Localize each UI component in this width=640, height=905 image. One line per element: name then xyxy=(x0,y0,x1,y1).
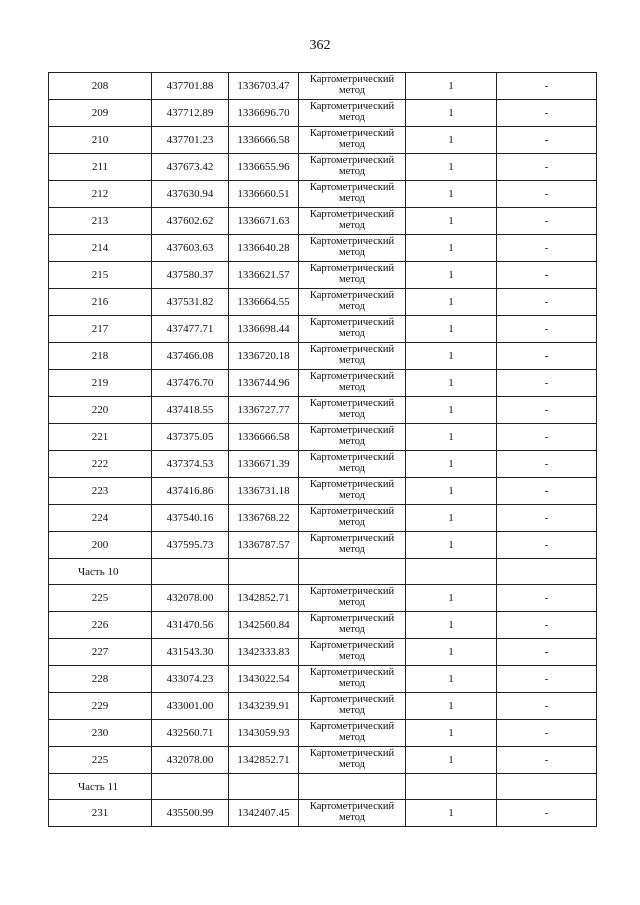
y-coordinate-cell: 1342407.45 xyxy=(229,800,299,827)
x-coordinate-cell: 433001.00 xyxy=(152,693,229,720)
table-row xyxy=(49,639,597,666)
method-text: метод xyxy=(338,759,366,770)
accuracy-cell: 1 xyxy=(406,693,497,720)
point-number-cell: 225 xyxy=(49,747,152,774)
accuracy-cell: 1 xyxy=(406,800,497,827)
x-coordinate-cell: 433074.23 xyxy=(152,666,229,693)
point-number-cell: 214 xyxy=(49,235,152,262)
x-coordinate-cell: 432560.71 xyxy=(152,720,229,747)
method-text: Картометрический xyxy=(309,344,395,355)
accuracy-cell: 1 xyxy=(406,612,497,639)
y-coordinate-cell: 1342852.71 xyxy=(229,747,299,774)
y-coordinate-cell: 1343239.91 xyxy=(229,693,299,720)
method-text: метод xyxy=(338,705,366,716)
accuracy-cell: 1 xyxy=(406,397,497,424)
method-text: Картометрический xyxy=(309,721,395,732)
x-coordinate-cell: 437630.94 xyxy=(152,181,229,208)
table-row xyxy=(49,612,597,639)
table-row xyxy=(49,208,597,235)
method-text: Картометрический xyxy=(309,290,395,301)
table-row xyxy=(49,154,597,181)
table-row xyxy=(49,585,597,612)
x-coordinate-cell: 431543.30 xyxy=(152,639,229,666)
table-row xyxy=(49,478,597,505)
method-text: метод xyxy=(338,247,366,258)
accuracy-cell: 1 xyxy=(406,127,497,154)
table-row xyxy=(49,424,597,451)
error-cell: - xyxy=(497,532,597,559)
method-text: метод xyxy=(338,678,366,689)
point-number-cell: 208 xyxy=(49,73,152,100)
accuracy-cell: 1 xyxy=(406,532,497,559)
empty-cell xyxy=(406,774,497,800)
method-cell xyxy=(299,343,406,370)
empty-cell xyxy=(229,559,299,585)
method-text: Картометрический xyxy=(309,667,395,678)
method-text: метод xyxy=(338,624,366,635)
y-coordinate-cell: 1342333.83 xyxy=(229,639,299,666)
error-cell: - xyxy=(497,262,597,289)
method-cell xyxy=(299,289,406,316)
error-cell: - xyxy=(497,747,597,774)
table-row xyxy=(49,693,597,720)
accuracy-cell: 1 xyxy=(406,478,497,505)
accuracy-cell: 1 xyxy=(406,343,497,370)
method-text: метод xyxy=(338,274,366,285)
accuracy-cell: 1 xyxy=(406,370,497,397)
accuracy-cell: 1 xyxy=(406,316,497,343)
error-cell: - xyxy=(497,424,597,451)
x-coordinate-cell: 437701.23 xyxy=(152,127,229,154)
method-text: Картометрический xyxy=(309,586,395,597)
point-number-cell: 229 xyxy=(49,693,152,720)
table-row xyxy=(49,800,597,827)
method-cell xyxy=(299,181,406,208)
table-row xyxy=(49,100,597,127)
accuracy-cell: 1 xyxy=(406,666,497,693)
y-coordinate-cell: 1343022.54 xyxy=(229,666,299,693)
error-cell: - xyxy=(497,800,597,827)
method-text: Картометрический xyxy=(309,533,395,544)
method-cell xyxy=(299,747,406,774)
method-text: Картометрический xyxy=(309,748,395,759)
method-text: метод xyxy=(338,436,366,447)
method-text: метод xyxy=(338,328,366,339)
method-text: Картометрический xyxy=(309,182,395,193)
x-coordinate-cell: 437603.63 xyxy=(152,235,229,262)
x-coordinate-cell: 437466.08 xyxy=(152,343,229,370)
method-text: Картометрический xyxy=(309,801,395,812)
y-coordinate-cell: 1336720.18 xyxy=(229,343,299,370)
accuracy-cell: 1 xyxy=(406,100,497,127)
x-coordinate-cell: 437712.89 xyxy=(152,100,229,127)
accuracy-cell: 1 xyxy=(406,720,497,747)
x-coordinate-cell: 437476.70 xyxy=(152,370,229,397)
accuracy-cell: 1 xyxy=(406,424,497,451)
x-coordinate-cell: 437531.82 xyxy=(152,289,229,316)
method-cell xyxy=(299,370,406,397)
accuracy-cell: 1 xyxy=(406,639,497,666)
method-cell xyxy=(299,585,406,612)
error-cell: - xyxy=(497,343,597,370)
error-cell: - xyxy=(497,370,597,397)
point-number-cell: 216 xyxy=(49,289,152,316)
table-row xyxy=(49,370,597,397)
method-text: метод xyxy=(338,544,366,555)
error-cell: - xyxy=(497,100,597,127)
empty-cell xyxy=(229,774,299,800)
error-cell: - xyxy=(497,235,597,262)
error-cell: - xyxy=(497,181,597,208)
y-coordinate-cell: 1336768.22 xyxy=(229,505,299,532)
accuracy-cell: 1 xyxy=(406,181,497,208)
table-row xyxy=(49,262,597,289)
table-row xyxy=(49,666,597,693)
error-cell: - xyxy=(497,154,597,181)
error-cell: - xyxy=(497,612,597,639)
method-cell xyxy=(299,424,406,451)
method-text: Картометрический xyxy=(309,74,395,85)
point-number-cell: 222 xyxy=(49,451,152,478)
table-row xyxy=(49,397,597,424)
coordinates-table-body xyxy=(49,73,597,827)
point-number-cell: 210 xyxy=(49,127,152,154)
table-row xyxy=(49,343,597,370)
empty-cell xyxy=(152,774,229,800)
method-cell xyxy=(299,720,406,747)
point-number-cell: 221 xyxy=(49,424,152,451)
method-cell xyxy=(299,666,406,693)
point-number-cell: 215 xyxy=(49,262,152,289)
method-text: метод xyxy=(338,409,366,420)
method-cell xyxy=(299,208,406,235)
method-text: метод xyxy=(338,651,366,662)
part-label: Часть 10 xyxy=(49,559,152,585)
x-coordinate-cell: 437477.71 xyxy=(152,316,229,343)
x-coordinate-cell: 437602.62 xyxy=(152,208,229,235)
y-coordinate-cell: 1336731.18 xyxy=(229,478,299,505)
method-text: Картометрический xyxy=(309,128,395,139)
x-coordinate-cell: 432078.00 xyxy=(152,747,229,774)
method-text: Картометрический xyxy=(309,155,395,166)
point-number-cell: 230 xyxy=(49,720,152,747)
x-coordinate-cell: 437374.53 xyxy=(152,451,229,478)
method-text: метод xyxy=(338,166,366,177)
method-cell xyxy=(299,316,406,343)
y-coordinate-cell: 1336671.39 xyxy=(229,451,299,478)
error-cell: - xyxy=(497,666,597,693)
x-coordinate-cell: 437540.16 xyxy=(152,505,229,532)
empty-cell xyxy=(299,559,406,585)
coordinates-table xyxy=(48,72,597,827)
method-cell xyxy=(299,693,406,720)
method-text: метод xyxy=(338,301,366,312)
y-coordinate-cell: 1336666.58 xyxy=(229,424,299,451)
accuracy-cell: 1 xyxy=(406,289,497,316)
method-cell xyxy=(299,235,406,262)
table-row xyxy=(49,235,597,262)
accuracy-cell: 1 xyxy=(406,208,497,235)
method-cell xyxy=(299,800,406,827)
table-row xyxy=(49,451,597,478)
method-text: Картометрический xyxy=(309,452,395,463)
empty-cell xyxy=(497,559,597,585)
error-cell: - xyxy=(497,289,597,316)
empty-cell xyxy=(406,559,497,585)
point-number-cell: 225 xyxy=(49,585,152,612)
point-number-cell: 217 xyxy=(49,316,152,343)
y-coordinate-cell: 1336640.28 xyxy=(229,235,299,262)
method-text: Картометрический xyxy=(309,398,395,409)
table-row xyxy=(49,720,597,747)
error-cell: - xyxy=(497,451,597,478)
y-coordinate-cell: 1336655.96 xyxy=(229,154,299,181)
y-coordinate-cell: 1336671.63 xyxy=(229,208,299,235)
y-coordinate-cell: 1343059.93 xyxy=(229,720,299,747)
method-text: метод xyxy=(338,463,366,474)
method-cell xyxy=(299,154,406,181)
method-text: метод xyxy=(338,517,366,528)
table-row xyxy=(49,505,597,532)
point-number-cell: 209 xyxy=(49,100,152,127)
method-text: Картометрический xyxy=(309,425,395,436)
y-coordinate-cell: 1342852.71 xyxy=(229,585,299,612)
accuracy-cell: 1 xyxy=(406,73,497,100)
x-coordinate-cell: 437416.86 xyxy=(152,478,229,505)
method-cell xyxy=(299,639,406,666)
point-number-cell: 228 xyxy=(49,666,152,693)
x-coordinate-cell: 437701.88 xyxy=(152,73,229,100)
point-number-cell: 220 xyxy=(49,397,152,424)
x-coordinate-cell: 437595.73 xyxy=(152,532,229,559)
point-number-cell: 231 xyxy=(49,800,152,827)
method-cell xyxy=(299,532,406,559)
error-cell: - xyxy=(497,720,597,747)
method-text: Картометрический xyxy=(309,101,395,112)
x-coordinate-cell: 432078.00 xyxy=(152,585,229,612)
y-coordinate-cell: 1336696.70 xyxy=(229,100,299,127)
point-number-cell: 212 xyxy=(49,181,152,208)
accuracy-cell: 1 xyxy=(406,154,497,181)
point-number-cell: 211 xyxy=(49,154,152,181)
method-text: Картометрический xyxy=(309,317,395,328)
error-cell: - xyxy=(497,73,597,100)
method-text: метод xyxy=(338,112,366,123)
method-text: Картометрический xyxy=(309,640,395,651)
method-text: метод xyxy=(338,597,366,608)
table-row xyxy=(49,316,597,343)
accuracy-cell: 1 xyxy=(406,747,497,774)
error-cell: - xyxy=(497,505,597,532)
part-header-row xyxy=(49,774,597,800)
table-row xyxy=(49,73,597,100)
error-cell: - xyxy=(497,127,597,154)
error-cell: - xyxy=(497,639,597,666)
point-number-cell: 223 xyxy=(49,478,152,505)
empty-cell xyxy=(497,774,597,800)
method-cell xyxy=(299,451,406,478)
error-cell: - xyxy=(497,208,597,235)
method-cell xyxy=(299,127,406,154)
error-cell: - xyxy=(497,478,597,505)
x-coordinate-cell: 431470.56 xyxy=(152,612,229,639)
accuracy-cell: 1 xyxy=(406,235,497,262)
method-cell xyxy=(299,612,406,639)
y-coordinate-cell: 1336727.77 xyxy=(229,397,299,424)
page-number: 362 xyxy=(309,38,331,53)
point-number-cell: 219 xyxy=(49,370,152,397)
method-text: Картометрический xyxy=(309,263,395,274)
point-number-cell: 218 xyxy=(49,343,152,370)
y-coordinate-cell: 1336621.57 xyxy=(229,262,299,289)
method-text: метод xyxy=(338,193,366,204)
method-text: Картометрический xyxy=(309,694,395,705)
y-coordinate-cell: 1342560.84 xyxy=(229,612,299,639)
method-cell xyxy=(299,478,406,505)
method-text: метод xyxy=(338,382,366,393)
point-number-cell: 200 xyxy=(49,532,152,559)
method-text: Картометрический xyxy=(309,613,395,624)
y-coordinate-cell: 1336744.96 xyxy=(229,370,299,397)
empty-cell xyxy=(152,559,229,585)
accuracy-cell: 1 xyxy=(406,451,497,478)
method-cell xyxy=(299,262,406,289)
method-text: Картометрический xyxy=(309,479,395,490)
table-row xyxy=(49,747,597,774)
x-coordinate-cell: 437375.05 xyxy=(152,424,229,451)
error-cell: - xyxy=(497,397,597,424)
method-text: метод xyxy=(338,732,366,743)
method-text: метод xyxy=(338,85,366,96)
table-row xyxy=(49,127,597,154)
accuracy-cell: 1 xyxy=(406,585,497,612)
table-row xyxy=(49,181,597,208)
y-coordinate-cell: 1336664.55 xyxy=(229,289,299,316)
empty-cell xyxy=(299,774,406,800)
accuracy-cell: 1 xyxy=(406,262,497,289)
point-number-cell: 224 xyxy=(49,505,152,532)
table-row xyxy=(49,532,597,559)
method-text: метод xyxy=(338,220,366,231)
method-text: Картометрический xyxy=(309,506,395,517)
error-cell: - xyxy=(497,585,597,612)
y-coordinate-cell: 1336698.44 xyxy=(229,316,299,343)
method-text: Картометрический xyxy=(309,209,395,220)
method-cell xyxy=(299,397,406,424)
point-number-cell: 213 xyxy=(49,208,152,235)
method-text: метод xyxy=(338,490,366,501)
method-text: метод xyxy=(338,139,366,150)
part-header-row xyxy=(49,559,597,585)
y-coordinate-cell: 1336666.58 xyxy=(229,127,299,154)
table-row xyxy=(49,289,597,316)
method-cell xyxy=(299,100,406,127)
x-coordinate-cell: 435500.99 xyxy=(152,800,229,827)
error-cell: - xyxy=(497,693,597,720)
method-text: метод xyxy=(338,812,366,823)
accuracy-cell: 1 xyxy=(406,505,497,532)
method-text: Картометрический xyxy=(309,236,395,247)
method-cell xyxy=(299,73,406,100)
method-text: Картометрический xyxy=(309,371,395,382)
y-coordinate-cell: 1336660.51 xyxy=(229,181,299,208)
x-coordinate-cell: 437673.42 xyxy=(152,154,229,181)
x-coordinate-cell: 437418.55 xyxy=(152,397,229,424)
y-coordinate-cell: 1336703.47 xyxy=(229,73,299,100)
method-text: метод xyxy=(338,355,366,366)
error-cell: - xyxy=(497,316,597,343)
method-cell xyxy=(299,505,406,532)
point-number-cell: 227 xyxy=(49,639,152,666)
point-number-cell: 226 xyxy=(49,612,152,639)
x-coordinate-cell: 437580.37 xyxy=(152,262,229,289)
y-coordinate-cell: 1336787.57 xyxy=(229,532,299,559)
part-label: Часть 11 xyxy=(49,774,152,800)
